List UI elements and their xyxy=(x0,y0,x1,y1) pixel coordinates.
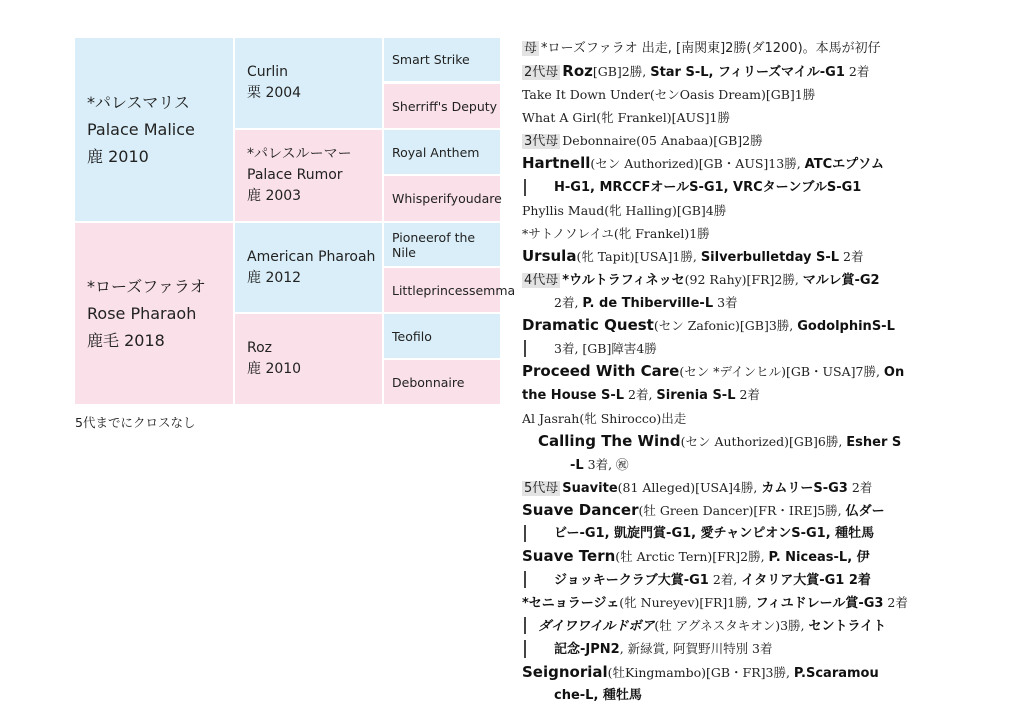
g2-line2: 鹿 2012 xyxy=(247,269,302,286)
horse-name: Seignorial xyxy=(522,662,608,681)
family-line: Al Jasrah(牝 Shirocco)出走 xyxy=(522,410,687,426)
g2-line1: *パレスルーマー xyxy=(247,146,352,162)
family-line: Seignorial(牡Kingmambo)[GB・FR]3勝, P.Scaramou xyxy=(522,662,879,681)
family-line: 5代母 Suavite(81 Alleged)[USA]4勝, カムリーS-G3 2着 xyxy=(524,479,873,496)
horse-name: ダイワワイルドボア xyxy=(538,619,655,635)
family-record xyxy=(522,37,962,707)
g2-line1: American Pharoah xyxy=(247,248,376,265)
dam-info: 鹿毛 2018 xyxy=(87,331,165,350)
family-line: Hartnell(セン Authorized)[GB・AUS]13勝, ATCエプソム xyxy=(522,154,884,173)
horse-name: Calling The Wind xyxy=(538,431,681,450)
family-line: ビー-G1, 凱旋門賞-G1, 愛チャンピオンS-G1, 種牡馬 xyxy=(522,522,962,545)
horse-name: *セニョラージェ xyxy=(522,596,620,612)
family-line: the House S-L 2着, Sirenia S-L 2着 xyxy=(522,387,760,404)
g2-cell-1 xyxy=(235,130,382,221)
family-line: What A Girl(牝 Frankel)[AUS]1勝 xyxy=(522,110,730,126)
generation-tag: 3代母 xyxy=(524,134,559,150)
family-line: *セニョラージェ(牝 Nureyev)[FR]1勝, フィユドレール賞-G3 2着 xyxy=(522,595,908,612)
family-line: -L 3着, ㊗ xyxy=(570,456,629,473)
generation-tag: 4代母 xyxy=(524,272,559,288)
generation-tag: 2代母 xyxy=(524,65,559,81)
family-line: *サトノソレイユ(牝 Frankel)1勝 xyxy=(522,225,710,241)
g3-cell-3: Whisperifyoudare xyxy=(384,176,500,221)
horse-name: Suave Dancer xyxy=(522,500,639,519)
g3-cell-5: Littleprincessemma xyxy=(384,268,500,312)
horse-name: Suavite xyxy=(562,480,618,496)
g3-cell-2: Royal Anthem xyxy=(384,130,500,174)
family-line: Take It Down Under(センOasis Dream)[GB]1勝 xyxy=(522,87,816,103)
family-line: ジョッキークラブ大賞-G1 2着, イタリア大賞-G1 2着 xyxy=(522,568,962,591)
horse-name: *ウルトラフィネッセ xyxy=(562,272,685,288)
horse-name: Roz xyxy=(562,62,593,81)
sire-cell xyxy=(75,38,233,221)
family-line: Proceed With Care(セン *デインヒル)[GB・USA]7勝, On xyxy=(522,362,905,381)
family-line: ダイワワイルドボア(牡 アグネスタキオン)3勝, セントライト xyxy=(522,614,962,637)
family-line: H-G1, MRCCFオールS-G1, VRCターンブルS-G1 xyxy=(522,176,962,199)
family-line: Suave Dancer(牡 Green Dancer)[FR・IRE]5勝, 仏ダー xyxy=(522,500,885,519)
horse-name: Ursula xyxy=(522,246,577,265)
generation-tag: 5代母 xyxy=(524,480,559,496)
family-line: 4代母 *ウルトラフィネッセ(92 Rahy)[FR]2勝, マルレ賞-G2 xyxy=(524,271,880,288)
sire-info: 鹿 2010 xyxy=(87,147,149,166)
family-line: 3着, [GB]障害4勝 xyxy=(522,337,962,360)
family-line: 3代母 Debonnaire(05 Anabaa)[GB]2勝 xyxy=(524,133,763,150)
g2-cell-0 xyxy=(235,38,382,128)
horse-name: Hartnell xyxy=(522,154,591,173)
family-line: che-L, 種牡馬 xyxy=(554,687,642,703)
family-line: 母 *ローズファラオ 出走, [南関東]2勝(ダ1200)。本馬が初仔 xyxy=(524,41,881,56)
g2-line1: Curlin xyxy=(247,64,289,80)
g3-cell-6: Teofilo xyxy=(384,314,500,358)
g2-line2: 栗 2004 xyxy=(247,85,302,101)
horse-name: Suave Tern xyxy=(522,547,616,566)
sire-name-jp: *パレスマリス xyxy=(87,93,190,112)
g2-line1: Roz xyxy=(247,340,273,356)
cross-note: 5代までにクロスなし xyxy=(75,415,196,430)
family-line: 記念-JPN2, 新緑賞, 阿賀野川特別 3着 xyxy=(522,637,962,660)
dam-cell xyxy=(75,223,233,404)
family-line: Phyllis Maud(牝 Halling)[GB]4勝 xyxy=(522,202,727,218)
g2-cell-3 xyxy=(235,314,382,404)
g2-cell-2 xyxy=(235,223,382,312)
family-line: Ursula(牝 Tapit)[USA]1勝, Silverbulletday S-L 2着 xyxy=(522,246,864,265)
g2-line3: 鹿 2003 xyxy=(247,188,302,204)
g3-cell-0: Smart Strike xyxy=(384,38,500,81)
family-line: Suave Tern(牡 Arctic Tern)[FR]2勝, P. Niceas-L, 伊 xyxy=(522,547,870,566)
sire-name-en: Palace Malice xyxy=(87,120,195,139)
family-line: Calling The Wind(セン Authorized)[GB]6勝, Esher S xyxy=(538,431,902,450)
family-line: Dramatic Quest(セン Zafonic)[GB]3勝, GodolphinS-L xyxy=(522,316,895,335)
horse-name: Proceed With Care xyxy=(522,362,680,381)
g3-cell-7: Debonnaire xyxy=(384,360,500,404)
family-line: 2着, P. de Thiberville-L 3着 xyxy=(554,295,738,312)
horse-name: Dramatic Quest xyxy=(522,316,654,335)
g2-line2: 鹿 2010 xyxy=(247,361,302,377)
g2-line2: Palace Rumor xyxy=(247,167,343,183)
family-line: 2代母 Roz[GB]2勝, Star S-L, フィリーズマイル-G1 2着 xyxy=(524,62,870,81)
dam-name-en: Rose Pharaoh xyxy=(87,304,197,323)
g3-cell-4: Pioneerof the Nile xyxy=(384,223,500,266)
g3-cell-1: Sherriff's Deputy xyxy=(384,84,500,128)
generation-tag: 母 xyxy=(524,41,538,56)
dam-name-jp: *ローズファラオ xyxy=(87,277,206,296)
